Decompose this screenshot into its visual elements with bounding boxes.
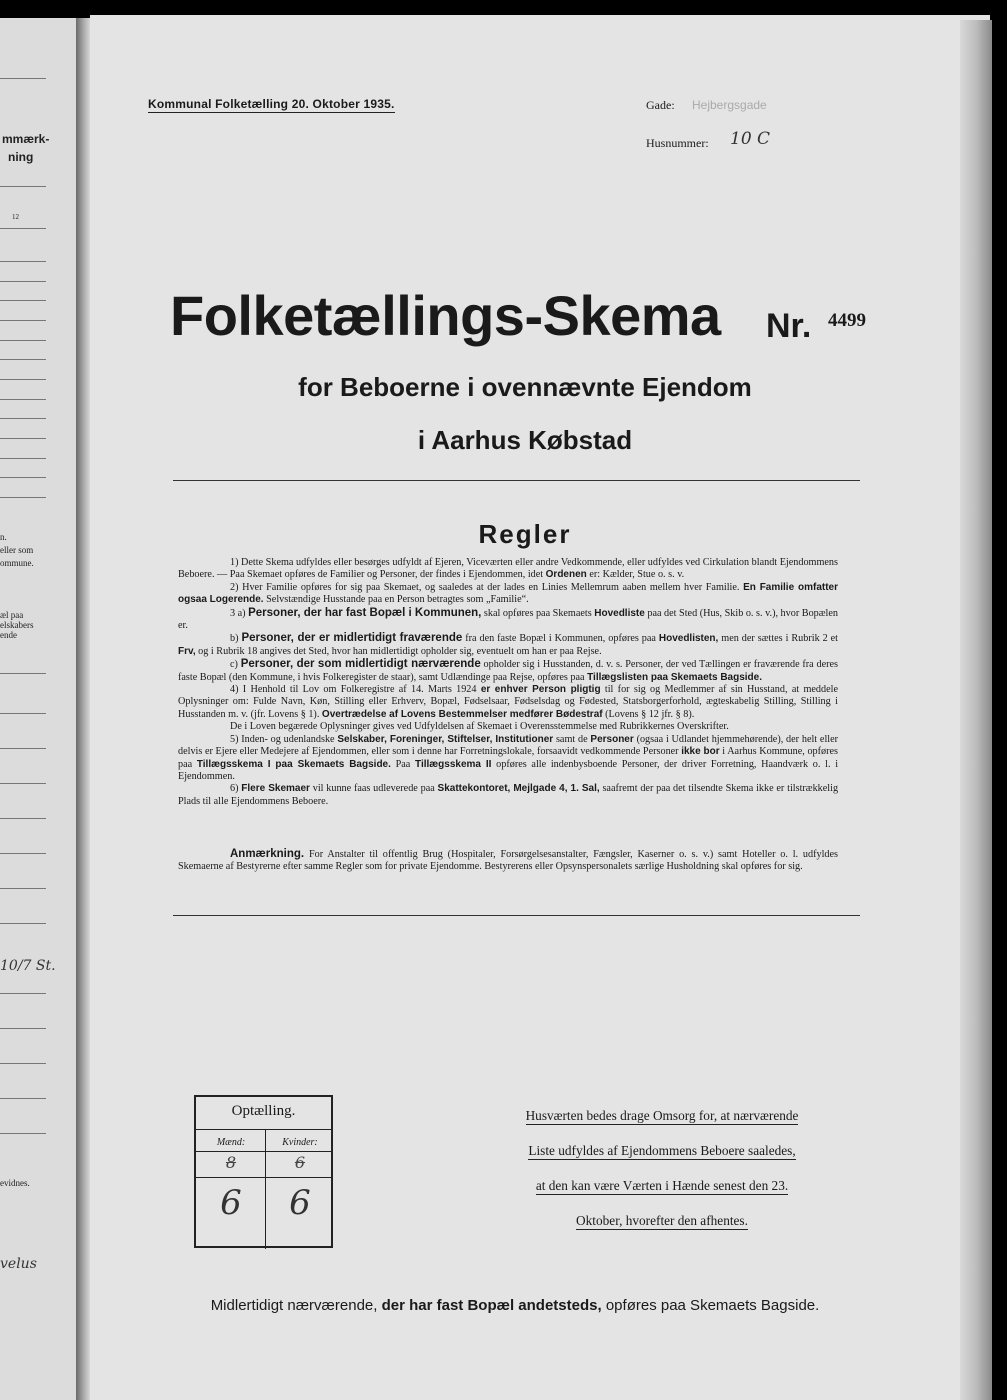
men-label: Mænd: bbox=[216, 1137, 246, 1148]
divider bbox=[173, 480, 860, 481]
rule-4-cont: De i Loven begærede Oplysninger gives ved Udfyldelsen af Skemaet i Overensstemmelse med Rubrikkernes Overskrifter. bbox=[230, 721, 729, 733]
notice-line-1: Husværten bedes drage Omsorg for, at nærværende bbox=[525, 1108, 799, 1123]
women-label: Kvinder: bbox=[282, 1137, 318, 1148]
page-edge bbox=[960, 20, 992, 1400]
left-fragment: ommune. bbox=[0, 558, 34, 568]
form-subtitle-2: i Aarhus Købstad bbox=[417, 425, 633, 455]
rules-heading: Regler bbox=[478, 519, 572, 549]
left-page-strip bbox=[0, 18, 76, 1400]
men-count: 6 bbox=[220, 1183, 242, 1223]
rule-line bbox=[0, 438, 46, 439]
form-number-value: 4499 bbox=[828, 310, 866, 331]
rule-line bbox=[0, 748, 46, 749]
rule-line bbox=[0, 923, 46, 924]
rule-line bbox=[0, 359, 46, 360]
left-fragment: ning bbox=[8, 150, 34, 164]
rule-line bbox=[0, 458, 46, 459]
rule-line bbox=[0, 261, 46, 262]
house-number-label: Husnummer: bbox=[646, 136, 709, 150]
handwritten-note: 10/7 St. bbox=[0, 958, 56, 974]
handwritten-note: velus bbox=[0, 1256, 37, 1272]
street-value: Hejbergsgade bbox=[692, 98, 767, 112]
left-fragment: evidnes. bbox=[0, 1178, 30, 1188]
notice-line-2: Liste udfyldes af Ejendommens Beboere saaledes, bbox=[528, 1143, 796, 1158]
rule-5: 5) Inden- og udenlandske Selskaber, Foreninger, Stiftelser, Institutioner samt de Personer (ogsaa i Udlandet hjemmehørende), der helt eller delvis er Ejere eller Medejere af Ejendommen, eller som i denne har Forretningslokale, forsaavidt vedkommende Personer ikke bor i Aarhus Kommune, opføres paa Tillægsskema I paa Skemaets Bagside. Paa Tillægsskema II opføres alle indenbysboende Personer, der driver Forretning, Haandværk o. l. i Ejendommen. bbox=[178, 733, 839, 782]
form-subtitle-1: for Beboerne i ovennævnte Ejendom bbox=[298, 372, 752, 402]
footer-note: Midlertidigt nærværende, der har fast Bopæl andetsteds, opføres paa Skemaets Bagside. bbox=[210, 1297, 820, 1314]
divider bbox=[173, 915, 860, 916]
left-fragment: 12 bbox=[12, 213, 19, 221]
remark-text: Anmærkning. For Anstalter til offentlig Brug (Hospitaler, Forsørgelsesanstalter, Fængsler, Kaserner o. s. v.) samt Hoteller o. l. udfyldes Skemaerne af Bestyrerne efter samme Regler som for private Ejendomme. Bestyrerens eller Opsynspersonalets særlige Husholdning skal opføres for sig. bbox=[178, 848, 838, 873]
rule-3a: 3 a) Personer, der har fast Bopæl i Kommunen, skal opføres paa Skemaets Hovedliste paa det Sted (Hus, Skib o. s. v.), hvor Bopælen er. bbox=[178, 606, 838, 632]
notice-line-3: at den kan være Værten i Hænde senest den 23. bbox=[535, 1178, 789, 1193]
rule-line bbox=[0, 993, 46, 994]
rule-line bbox=[0, 818, 46, 819]
left-fragment: elskabers bbox=[0, 620, 34, 630]
rule-2: 2) Hver Familie opføres for sig paa Skemaet, og saaledes at der lades en Linies Mellemrum aaben mellem hver Familie. En Familie omfatter ogsaa Logerende. Selvstændige Husstande paa en Person betragtes som „Familie“. bbox=[178, 581, 838, 606]
rule-line bbox=[0, 673, 46, 674]
form-title: Folketællings-Skema bbox=[170, 284, 721, 347]
left-fragment: mmærk- bbox=[2, 132, 50, 146]
rule-line bbox=[0, 1098, 46, 1099]
remark-label: Anmærkning. bbox=[230, 848, 305, 860]
rule-line bbox=[0, 1133, 46, 1134]
rule-line bbox=[0, 281, 46, 282]
rule-line bbox=[0, 300, 46, 301]
women-count-crossed: 6 bbox=[294, 1153, 306, 1172]
rule-line bbox=[0, 228, 46, 229]
form-number-label: Nr. bbox=[766, 307, 812, 345]
rule-line bbox=[0, 1063, 46, 1064]
rule-line bbox=[0, 783, 46, 784]
rule-line bbox=[0, 853, 46, 854]
rule-line bbox=[0, 713, 46, 714]
rule-line bbox=[0, 497, 46, 498]
rule-3b: b) Personer, der er midlertidigt fraværende fra den faste Bopæl i Kommunen, opføres paa Hovedlisten, men der sættes i Rubrik 2 et Frv, og i Rubrik 18 angives det Sted, hvor han midlertidigt opholder sig, eventuelt om han er paa Rejse. bbox=[178, 632, 839, 657]
notice-line-4: Oktober, hvorefter den afhentes. bbox=[576, 1213, 748, 1228]
rule-line bbox=[0, 78, 46, 79]
rule-line bbox=[0, 418, 46, 419]
census-form-page bbox=[90, 15, 990, 1400]
rule-3c: c) Personer, der som midlertidigt nærværende opholder sig i Husstanden, d. v. s. Personer, der ved Tællingen er fraværende fra deres faste Bopæl (den Kommune, i hvis Folkeregister de staar), samt Udlændinge paa Rejse, opføres paa Tillægslisten paa Skemaets Bagside. bbox=[178, 658, 838, 683]
left-fragment: eller som bbox=[0, 545, 34, 555]
rule-line bbox=[0, 340, 46, 341]
count-box-title: Optælling. bbox=[231, 1103, 296, 1119]
left-fragment: æl paa bbox=[0, 610, 24, 620]
count-box bbox=[194, 1095, 333, 1248]
rules-text bbox=[178, 557, 838, 808]
left-fragment: ende bbox=[0, 630, 17, 640]
book-gutter bbox=[76, 18, 90, 1400]
rule-line bbox=[0, 186, 46, 187]
rule-line bbox=[0, 399, 46, 400]
rule-1: 1) Dette Skema udfyldes eller besørges udfyldt af Ejeren, Viceværten eller andre Vedkommende, eller udfyldes ved Cirkulation blandt Ejendommens Beboere. — Paa Skemaet opføres de Familier og Personer, der findes i Ejendommen, idet Ordenen er: Kælder, Stue o. s. v. bbox=[178, 557, 838, 581]
rule-line bbox=[0, 888, 46, 889]
men-count-crossed: 8 bbox=[225, 1153, 237, 1172]
rule-line bbox=[0, 320, 46, 321]
women-count: 6 bbox=[289, 1183, 311, 1223]
house-number-value: 10 C bbox=[730, 129, 771, 149]
rule-6: 6) Flere Skemaer vil kunne faas udleverede paa Skattekontoret, Mejlgade 4, 1. Sal, saafremt der paa det tilsendte Skema ikke er tilstrækkelig Plads til alle Ejendommens Beboere. bbox=[178, 783, 839, 807]
rule-line bbox=[0, 1028, 46, 1029]
rule-4: 4) I Henhold til Lov om Folkeregistre af 14. Marts 1924 er enhver Person pligtig til for sig og Medlemmer af sin Husstand, at meddele Oplysninger om: Fulde Navn, Køn, Stilling eller Erhverv, Bopæl, Fødselsaar, Fødselsdag og Fødested, Statsborgerforhold, ægteskabelig Stilling, Stilling i Husstanden m. v. (jfr. Lovens § 1). Overtrædelse af Lovens Bestemmelser medfører Bødestraf (Lovens § 12 jfr. § 8). bbox=[178, 684, 838, 720]
census-title: Kommunal Folketælling 20. Oktober 1935. bbox=[148, 97, 395, 111]
rule-line bbox=[0, 379, 46, 380]
rule-line bbox=[0, 477, 46, 478]
street-label: Gade: bbox=[646, 98, 675, 112]
left-fragment: n. bbox=[0, 532, 7, 542]
